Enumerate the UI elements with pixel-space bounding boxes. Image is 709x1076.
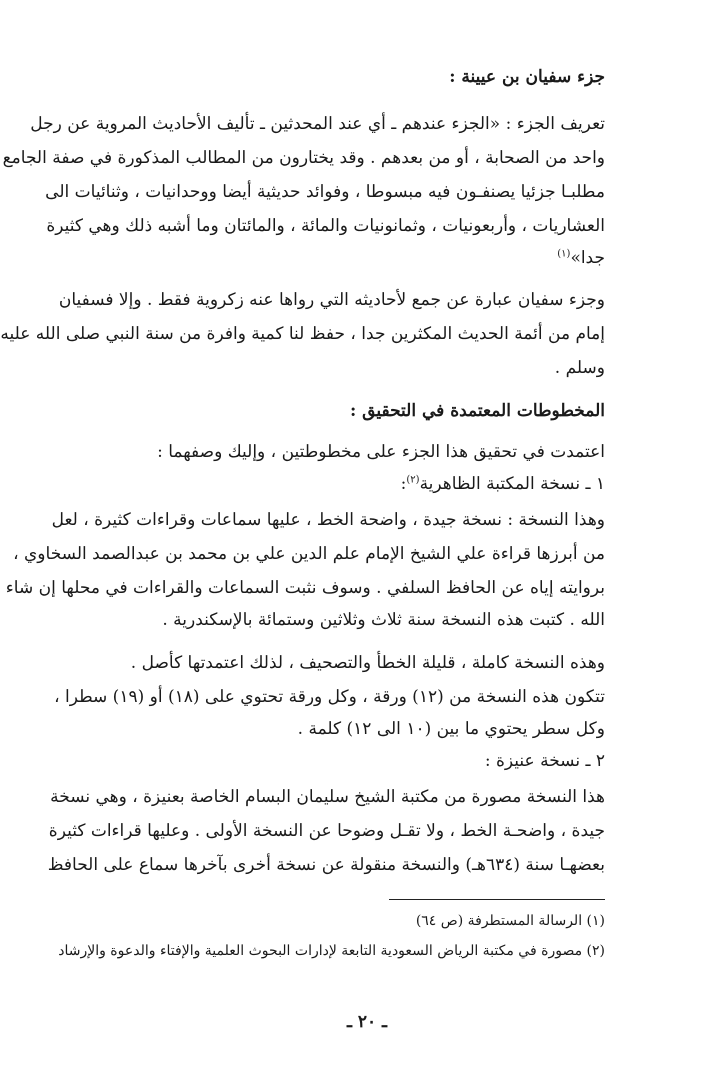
section-heading-sufyan-juz: جزء سفيان بن عيينة : bbox=[449, 67, 605, 87]
paragraph-line: هذا النسخة مصورة من مكتبة الشيخ سليمان البسام الخاصة بعنيزة ، وهي نسخة bbox=[50, 787, 605, 807]
paragraph-line: وسلم . bbox=[554, 358, 605, 378]
paragraph-line: وهذه النسخة كاملة ، قليلة الخطأ والتصحيف ، لذلك اعتمدتها كأصل . bbox=[130, 653, 605, 673]
paragraph-line: واحد من الصحابة ، أو من بعدهم . وقد يختارون من المطالب المذكورة في صفة الجامع bbox=[2, 148, 605, 168]
footnote-ref: (١) bbox=[557, 248, 571, 260]
intro-line: اعتمدت في تحقيق هذا الجزء على مخطوطتين ، وإليك وصفهما : bbox=[157, 442, 605, 462]
manuscript-1-heading bbox=[129, 471, 605, 497]
paragraph-line bbox=[129, 245, 605, 271]
heading-colon: : bbox=[400, 474, 407, 494]
paragraph-line: بروايته إياه عن الحافظ السلفي . وسوف نثبت السماعات والقراءات في محلها إن شاء bbox=[5, 578, 605, 598]
paragraph-line: العشاريات ، وأربعونيات ، وثمانونيات والمائة ، والمائتان وما أشبه ذلك وهي كثيرة bbox=[46, 216, 605, 236]
paragraph-line: وكل سطر يحتوي ما بين (١٠ الى ١٢) كلمة . bbox=[297, 719, 605, 739]
footnote-1: (١) الرسالة المستطرفة (ص ٦٤) bbox=[415, 913, 605, 929]
paragraph-line: جيدة ، واضحـة الخط ، ولا تقـل وضوحا عن النسخة الأولى . وعليها قراءات كثيرة bbox=[48, 821, 605, 841]
page-number: ـ ٢٠ ـ bbox=[346, 1012, 388, 1032]
paragraph-line: بعضهـا سنة (٦٣٤هـ) والنسخة منقولة عن نسخة أخرى بآخرها سماع على الحافظ bbox=[47, 855, 605, 875]
manuscript-heading-text: ١ ـ نسخة المكتبة الظاهرية bbox=[419, 474, 605, 494]
paragraph-line: وهذا النسخة : نسخة جيدة ، واضحة الخط ، عليها سماعات وقراءات كثيرة ، لعل bbox=[51, 510, 605, 530]
paragraph-line: وجزء سفيان عبارة عن جمع لأحاديثه التي رواها عنه زكروية فقط . وإلا فسفيان bbox=[58, 290, 605, 310]
section-heading-manuscripts: المخطوطات المعتمدة في التحقيق : bbox=[349, 401, 605, 421]
footnote-ref: (٢) bbox=[406, 474, 420, 486]
paragraph-line: الله . كتبت هذه النسخة سنة ثلاث وثلاثين وستمائة بالإسكندرية . bbox=[162, 610, 605, 630]
paragraph-line: مطلبـا جزئيا يصنفـون فيه مبسوطا ، وفوائد حديثية أيضا ووحدانيات ، وثنائيات الى bbox=[45, 182, 605, 202]
paragraph-line: إمام من أئمة الحديث المكثرين جدا ، حفظ لنا كمية وافرة من سنة النبي صلى الله عليه bbox=[0, 324, 605, 344]
paragraph-text: جدا» bbox=[570, 248, 605, 268]
footnote-separator bbox=[389, 899, 605, 900]
paragraph-line: من أبرزها قراءة علي الشيخ الإمام علم الدين علي بن محمد بن عبدالصمد السخاوي ، bbox=[13, 544, 605, 564]
footnote-2: (٢) مصورة في مكتبة الرياض السعودية التابعة لإدارات البحوث العلمية والإفتاء والدعوة والإرشاد bbox=[58, 943, 605, 959]
paragraph-line: تتكون هذه النسخة من (١٢) ورقة ، وكل ورقة تحتوي على (١٨) أو (١٩) سطرا ، bbox=[54, 687, 605, 707]
manuscript-2-heading: ٢ ـ نسخة عنيزة : bbox=[484, 751, 605, 771]
paragraph-line: تعريف الجزء : «الجزء عندهم ـ أي عند المحدثين ـ تأليف الأحاديث المروية عن رجل bbox=[30, 114, 605, 134]
